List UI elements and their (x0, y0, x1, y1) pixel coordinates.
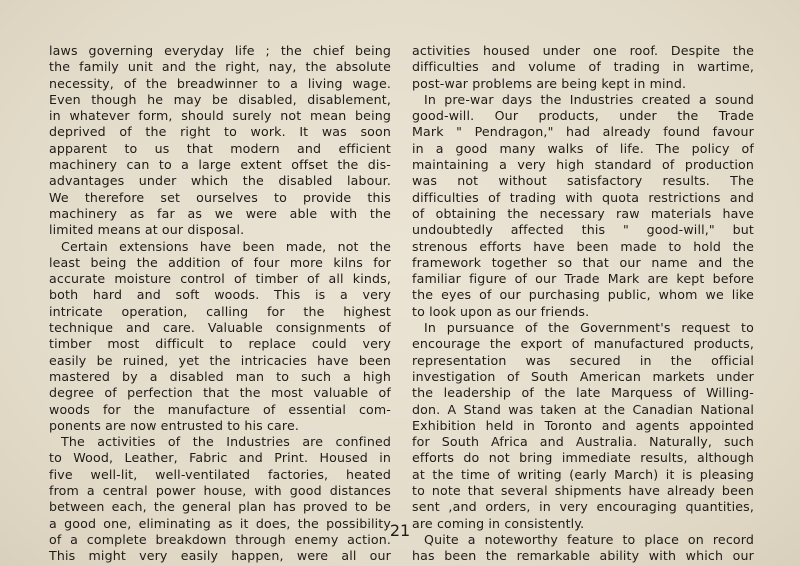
text-line: both hard and soft woods. This is a very (49, 287, 391, 303)
text-line: five well-lit, well-ventilated factories, heated (49, 466, 391, 482)
text-line: accurate moisture control of timber of all kinds, (49, 271, 391, 287)
text-line: at the time of writing (early March) it is pleasing (412, 466, 754, 482)
text-line: difficulties of trading with quota restrictions and (412, 189, 754, 205)
text-line: The activities of the Industries are confined (61, 434, 391, 450)
text-line: a good one, eliminating as it does, the possibility (49, 515, 391, 531)
text-line: the family unit and the right, nay, the absolute (49, 59, 391, 75)
text-line: laws governing everyday life ; the chief being (49, 43, 391, 58)
text-line: to note that several shipments have already been (412, 483, 754, 499)
text-line: efforts do not bring immediate results, although (412, 450, 754, 466)
text-line: undoubtedly affected this " good-will," but (412, 222, 754, 238)
text-line: This might very easily happen, were all our (49, 548, 391, 564)
text-line: least being the addition of four more kilns for (49, 254, 391, 270)
text-line: to Wood, Leather, Fabric and Print. Housed in (49, 450, 391, 466)
text-line: In pre-war days the Industries created a sound (424, 91, 754, 107)
text-line: encourage the export of manufactured products, (412, 336, 754, 352)
text-line: activities housed under one roof. Despite the (412, 43, 754, 58)
text-line: don. A Stand was taken at the Canadian National (412, 401, 754, 417)
text-line: to look upon as our friends. (412, 303, 590, 319)
text-line: easily be ruined, yet the intricacies have been (49, 352, 391, 368)
text-line: apparent to us that modern and efficient (49, 140, 391, 156)
text-line: necessity, of the breadwinner to a living wage. (49, 75, 391, 91)
text-line: maintaining a very high standard of production (412, 157, 754, 173)
text-line: framework together so that our name and the (412, 254, 754, 270)
text-line: familiar figure of our Trade Mark are kept before (412, 271, 754, 287)
text-line: Even though he may be disabled, disablement, (49, 91, 391, 107)
text-line: strenous efforts have been made to hold the (412, 238, 754, 254)
right-text-column (412, 43, 754, 565)
text-line: Quite a noteworthy feature to place on record (424, 531, 754, 547)
text-line: In pursuance of the Government's request to (424, 320, 754, 336)
text-line: was not without satisfactory results. The (412, 173, 754, 189)
text-line: sent ,and orders, in very encouraging quantities, (412, 499, 754, 515)
text-line: good-will. Our products, under the Trade (412, 108, 754, 124)
text-line: from a central power house, with good distances (49, 483, 391, 499)
text-line: degree of perfection that the most valuable of (49, 385, 391, 401)
text-line: timber most difficult to replace could very (49, 336, 391, 352)
text-line: the eyes of our purchasing public, whom we like (412, 287, 754, 303)
text-line: representation was secured in the official (412, 352, 754, 368)
text-line: ponents are now entrusted to his care. (49, 417, 300, 433)
text-line: technique and care. Valuable consignments of (49, 320, 391, 336)
text-line: post-war problems are being kept in mind. (412, 75, 687, 91)
text-line: limited means at our disposal. (49, 222, 245, 238)
text-line: difficulties and volume of trading in wartime, (412, 59, 754, 75)
text-line: machinery as far as we were able with the (49, 205, 391, 221)
text-line: between each, the general plan has proved to be (49, 499, 391, 515)
text-line: deprived of the right to work. It was soon (49, 124, 391, 140)
text-line: Certain extensions have been made, not the (61, 238, 391, 254)
text-line: in whatever form, should surely not mean being (49, 108, 391, 124)
text-line: We therefore set ourselves to provide this (49, 189, 391, 205)
text-line: machinery can to a large extent offset the dis- (49, 157, 391, 173)
text-line: intricate operation, calling for the highest (49, 303, 391, 319)
text-line: of a complete breakdown through enemy action. (49, 531, 391, 547)
text-line: advantages under which the disabled labour. (49, 173, 391, 189)
text-line: mastered by a disabled man to such a high (49, 368, 391, 384)
text-line: investigation of South American markets under (412, 368, 754, 384)
text-line: for South Africa and Australia. Naturally, such (412, 434, 754, 450)
text-line: Exhibition held in Toronto and agents appointed (412, 417, 754, 433)
text-line: the leadership of the late Marquess of Willing- (412, 385, 754, 401)
text-line: has been the remarkable ability with which our (412, 548, 754, 564)
text-line: of obtaining the necessary raw materials have (412, 205, 754, 221)
left-text-column (49, 43, 391, 565)
text-line: are coming in consistently. (412, 515, 585, 531)
page-number: 21 (389, 521, 411, 540)
text-line: woods for the manufacture of essential com- (49, 401, 391, 417)
text-line: in a good many walks of life. The policy of (412, 140, 754, 156)
text-line: Mark " Pendragon," had already found favour (412, 124, 754, 140)
